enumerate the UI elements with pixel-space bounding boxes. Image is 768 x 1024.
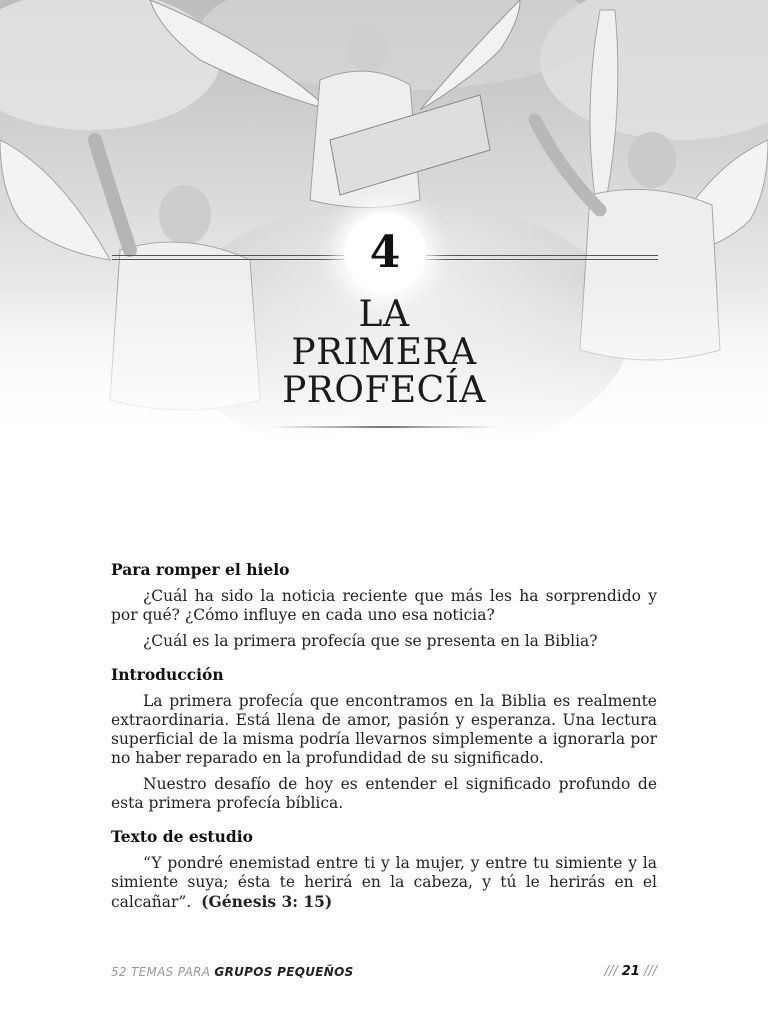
study-quote: [111, 854, 657, 912]
title-underline: [270, 426, 498, 428]
section-study-text: [111, 827, 657, 912]
chapter-title-line-3: PROFECÍA: [282, 370, 486, 411]
paragraph: Nuestro desafío de hoy es entender el significado profundo de esta primera profecía bíblica.: [111, 775, 657, 812]
section-introduction: [111, 665, 657, 813]
chapter-title-line-1: LA: [358, 294, 410, 335]
footer-book-prefix: 52 TEMAS PARA: [111, 965, 211, 979]
footer-book-title: [111, 965, 354, 979]
page-number: 21: [621, 964, 640, 979]
section-heading: Para romper el hielo: [111, 560, 290, 579]
chapter-content: [111, 560, 657, 926]
paragraph: La primera profecía que encontramos en la Biblia es realmente extraordinaria. Está llena de amor, pasión y esperanza. Una lectura superficial de la misma podría llevarnos simplemente a ignorarla por no haber reparado en la profundidad de su significado.: [111, 692, 657, 767]
footer-slashes-right: ///: [643, 964, 657, 979]
chapter-title: [200, 296, 568, 410]
chapter-title-line-2: PRIMERA: [291, 332, 477, 373]
header-illustration: [0, 0, 768, 440]
footer-page-marker: [605, 964, 657, 979]
scripture-reference: (Génesis 3: 15): [201, 892, 333, 911]
footer-slashes-left: ///: [604, 964, 618, 979]
section-heading: Introducción: [111, 665, 224, 684]
paragraph: ¿Cuál ha sido la noticia reciente que más les ha sorprendido y por qué? ¿Cómo influye en cada uno esa noticia?: [111, 587, 657, 624]
paragraph: ¿Cuál es la primera profecía que se presenta en la Biblia?: [143, 632, 598, 650]
section-heading: Texto de estudio: [111, 827, 253, 846]
footer-book-strong: GRUPOS PEQUEÑOS: [214, 965, 354, 979]
title-rule-right: [420, 255, 658, 260]
chapter-number: 4: [344, 212, 426, 294]
title-rule-left: [112, 255, 350, 260]
quote-text: “Y pondré enemistad entre ti y la mujer, y entre tu simiente y la simiente suya; ésta te herirá en la cabeza, y tú le herirás en el calcañar”.: [111, 854, 657, 911]
section-icebreaker: [111, 560, 657, 651]
